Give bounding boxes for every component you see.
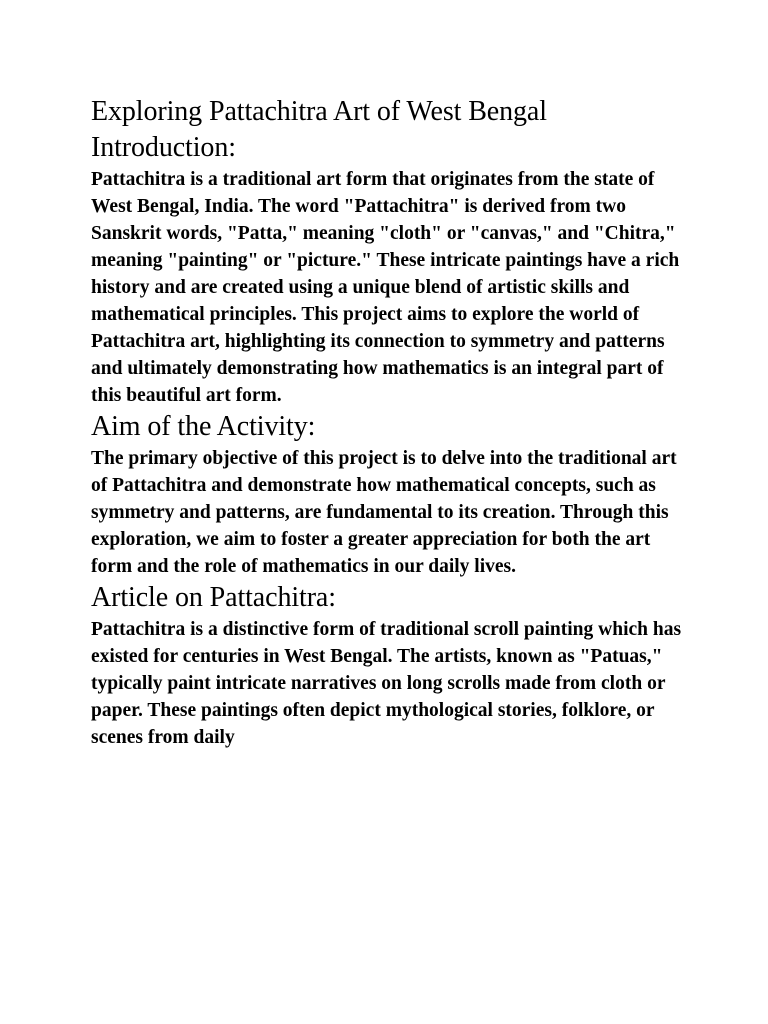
introduction-heading: Introduction: (91, 132, 236, 163)
document-title: Exploring Pattachitra Art of West Bengal (91, 96, 547, 127)
aim-heading: Aim of the Activity: (91, 411, 316, 442)
document-page (91, 94, 691, 751)
introduction-paragraph: Pattachitra is a traditional art form that originates from the state of West Bengal, India. The word "Pattachitra" is derived from two Sanskrit words, "Patta," meaning "cloth" or "canvas," and "Chitra," meaning "painting" or "picture." These intricate paintings have a rich history and are created using a unique blend of artistic skills and mathematical principles. This project aims to explore the world of Pattachitra art, highlighting its connection to symmetry and patterns and ultimately demonstrating how mathematics is an integral part of this beautiful art form. (91, 169, 680, 406)
aim-paragraph: The primary objective of this project is to delve into the traditional art of Pattachitra and demonstrate how mathematical concepts, such as symmetry and patterns, are fundamental to its creation. Through this exploration, we aim to foster a greater appreciation for both the art form and the role of mathematics in our daily lives. (91, 448, 677, 577)
article-heading: Article on Pattachitra: (91, 582, 336, 613)
article-paragraph: Pattachitra is a distinctive form of traditional scroll painting which has existed for centuries in West Bengal. The artists, known as "Patuas," typically paint intricate narratives on long scrolls made from cloth or paper. These paintings often depict mythological stories, folklore, or scenes from daily (91, 619, 682, 748)
